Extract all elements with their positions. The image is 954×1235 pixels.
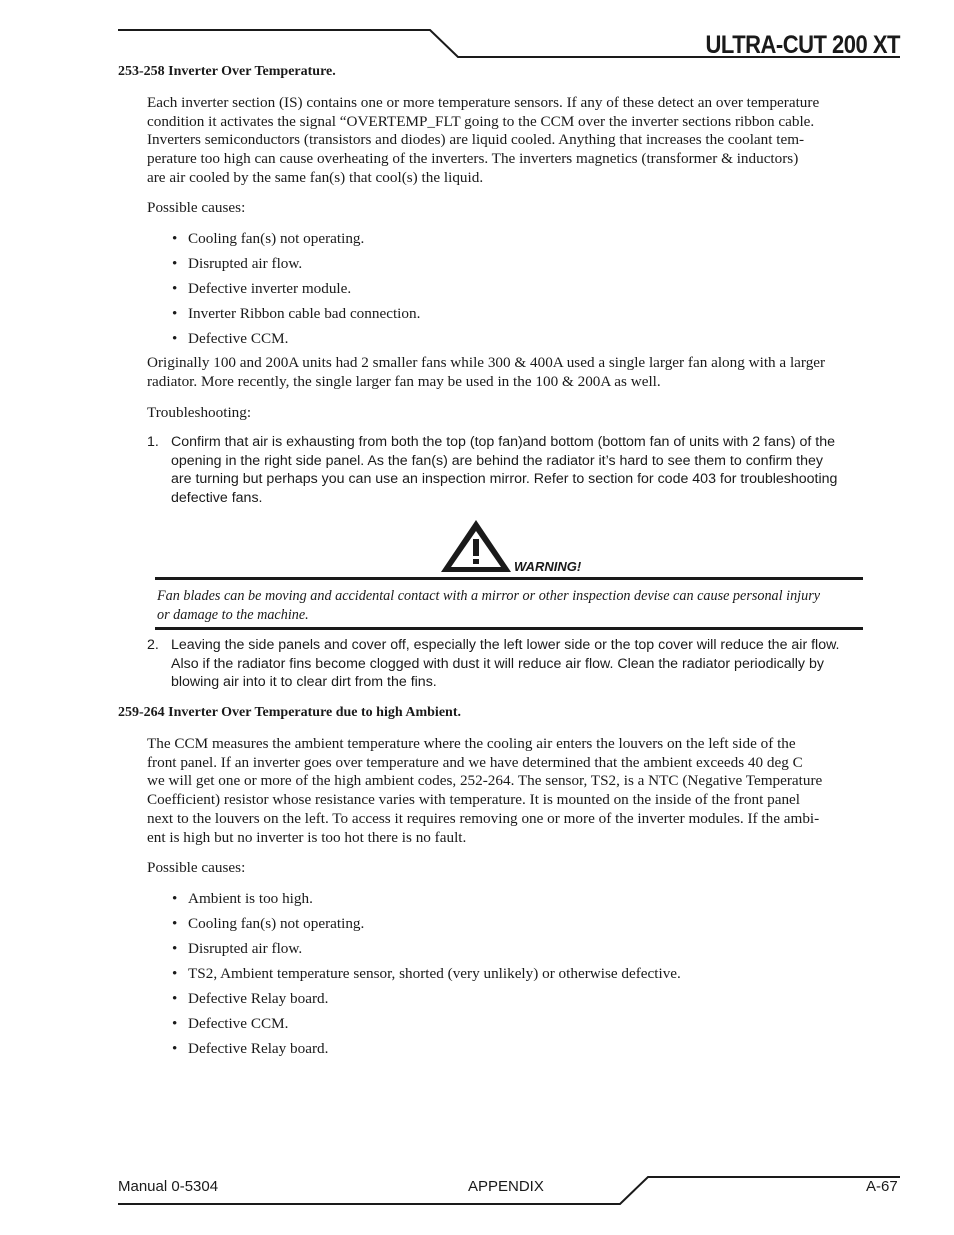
step-line: blowing air into it to clear dirt from the fins.	[171, 674, 437, 691]
step-number: 1.	[147, 434, 159, 450]
list-item: • TS2, Ambient temperature sensor, shorted (very unlikely) or otherwise defective.	[172, 965, 681, 982]
intro-line: front panel. If an inverter goes over temperature and we have determined that the ambient exceeds 40 deg C	[147, 753, 803, 771]
warning-icon	[438, 517, 514, 575]
header-title: ULTRA-CUT 200 XT	[705, 30, 900, 59]
warning-line: or damage to the machine.	[157, 607, 309, 623]
intro-line: The CCM measures the ambient temperature where the cooling air enters the louvers on the left side of the	[147, 735, 796, 752]
list-item: • Defective inverter module.	[172, 280, 352, 297]
step-line: Confirm that air is exhausting from both the top (top fan)and bottom (bottom fan of units with 2 fans) of the	[171, 434, 836, 450]
intro-line: perature too high can cause overheating of the inverters. The inverters magnetics (transformer & inductors)	[147, 150, 799, 168]
section1-causes-label: Possible causes:	[147, 199, 246, 216]
intro-line: next to the louvers on the left. To access it requires removing one or more of the inverter modules. If the ambi-	[147, 809, 820, 827]
intro-line: Coefficient) resistor whose resistance varies with temperature. It is mounted on the inside of the front panel	[147, 791, 801, 809]
list-item: • Disrupted air flow.	[172, 940, 303, 957]
section2-intro	[147, 735, 901, 847]
footer-manual: Manual 0-5304	[118, 1178, 219, 1195]
list-item: • Defective Relay board.	[172, 990, 329, 1007]
fans-line: Originally 100 and 200A units had 2 smaller fans while 300 & 400A used a single larger fan along with a larger	[147, 354, 826, 371]
list-item: • Defective CCM.	[172, 1015, 289, 1032]
warning-rule-top	[155, 577, 863, 580]
footer-section: APPENDIX	[468, 1178, 544, 1195]
warning-line: Fan blades can be moving and accidental contact with a mirror or other inspection devise can cause personal injury	[157, 588, 821, 604]
fans-paragraph	[147, 354, 901, 391]
warning-text	[157, 587, 869, 625]
troubleshooting-label: Troubleshooting:	[147, 404, 252, 421]
intro-line: Each inverter section (IS) contains one or more temperature sensors. If any of these detect an over temperature	[147, 94, 820, 111]
section1-intro	[147, 94, 901, 188]
section2-causes-label: Possible causes:	[147, 859, 246, 876]
list-item: • Cooling fan(s) not operating.	[172, 915, 365, 932]
intro-line: we will get one or more of the high ambient codes, 252-264. The sensor, TS2, is a NTC (Negative Temperature	[147, 772, 823, 790]
step-number: 2.	[147, 637, 159, 653]
footer-page-number: A-67	[866, 1178, 898, 1195]
intro-line: are air cooled by the same fan(s) that cool(s) the liquid.	[147, 168, 484, 186]
intro-line: ent is high but no inverter is too hot there is no fault.	[147, 828, 467, 846]
footer-rule	[0, 1170, 954, 1210]
warning-label: WARNING!	[514, 559, 582, 574]
section2-heading: 259-264 Inverter Over Temperature due to high Ambient.	[118, 705, 461, 720]
intro-line: condition it activates the signal “OVERTEMP_FLT going to the CCM over the inverter sections ribbon cable.	[147, 112, 815, 130]
step-line: are turning but perhaps you can use an inspection mirror. Refer to section for code 403 for troubleshooting	[171, 471, 838, 488]
list-item: • Cooling fan(s) not operating.	[172, 230, 365, 247]
step-2	[147, 636, 901, 692]
step-1	[147, 433, 901, 507]
intro-line: Inverters semiconductors (transistors and diodes) are liquid cooled. Anything that increases the coolant tem-	[147, 131, 805, 149]
fans-line: radiator. More recently, the single larger fan may be used in the 100 & 200A as well.	[147, 372, 661, 390]
list-item: • Ambient is too high.	[172, 890, 313, 907]
list-item: • Defective CCM.	[172, 330, 289, 347]
step-line: opening in the right side panel. As the fan(s) are behind the radiator it’s hard to see them to confirm they	[171, 452, 823, 469]
list-item: • Disrupted air flow.	[172, 255, 303, 272]
section1-heading: 253-258 Inverter Over Temperature.	[118, 64, 336, 79]
step-line: Also if the radiator fins become clogged with dust it will reduce air flow. Clean the radiator periodically by	[171, 655, 824, 672]
warning-rule-bottom	[155, 627, 863, 630]
list-item: • Inverter Ribbon cable bad connection.	[172, 305, 421, 322]
list-item: • Defective Relay board.	[172, 1040, 329, 1057]
step-line: defective fans.	[171, 489, 263, 506]
step-line: Leaving the side panels and cover off, especially the left lower side or the top cover will reduce the air flow.	[171, 637, 840, 653]
